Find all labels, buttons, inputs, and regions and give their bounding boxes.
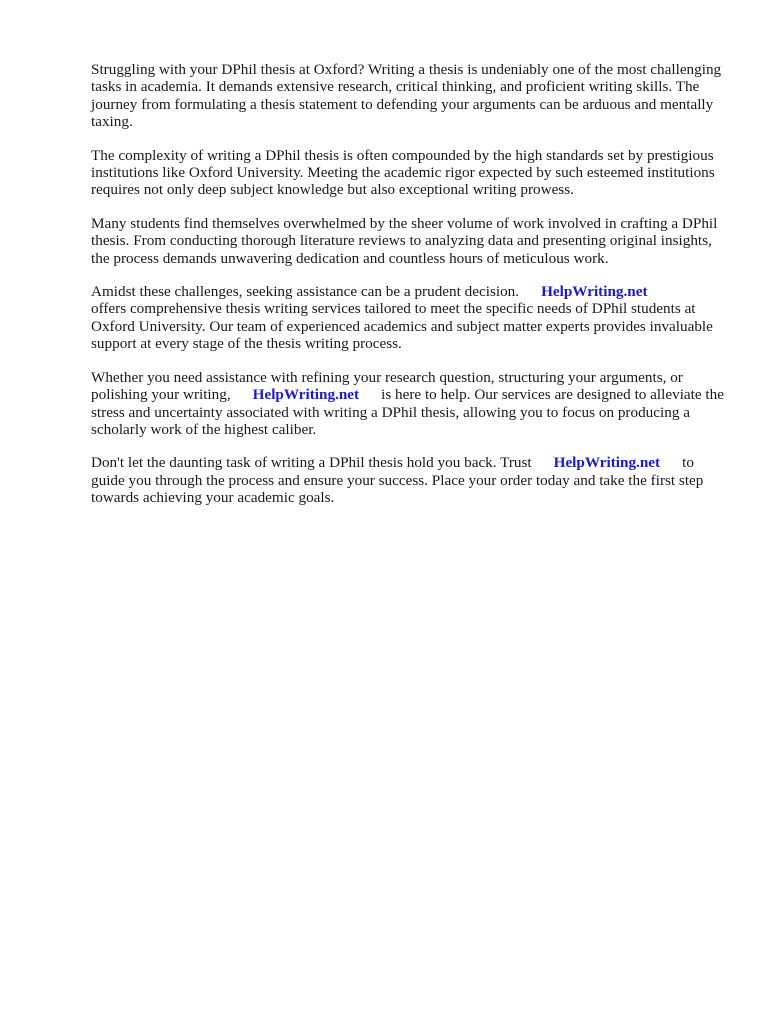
paragraph-services-text-after: is here to help. Our services are designed to alleviate the stress and uncertainty associated with writing a DPhil thesis, allowing you to focus on producing a scholarly work of the highest caliber. <box>91 386 724 438</box>
paragraph-call-to-action <box>91 454 731 506</box>
paragraph-assistance-text-before: Amidst these challenges, seeking assistance can be a prudent decision. <box>91 283 520 301</box>
paragraph-assistance <box>91 283 731 353</box>
paragraph-overwhelmed: Many students find themselves overwhelmed by the sheer volume of work involved in crafting a DPhil thesis. From conducting thorough literature reviews to analyzing data and presenting original insights, the process demands unwavering dedication and countless hours of meticulous work. <box>91 214 718 267</box>
paragraph-assistance-text-after: offers comprehensive thesis writing services tailored to meet the specific needs of DPhil students at Oxford University. Our team of experienced academics and subject matter experts provides invaluable support at every stage of the thesis writing process. <box>91 300 713 353</box>
paragraph-call-to-action-text-after: to guide you through the process and ensure your success. Place your order today and take the first step towards achieving your academic goals. <box>91 454 704 507</box>
paragraph-intro: Struggling with your DPhil thesis at Oxford? Writing a thesis is undeniably one of the most challenging tasks in academia. It demands extensive research, critical thinking, and proficient writing skills. The journey from formulating a thesis statement to defending your arguments can be arduous and mentally taxing. <box>91 61 722 131</box>
helpwriting-link-2[interactable]: HelpWriting.net <box>252 386 360 404</box>
paragraph-services <box>91 369 731 439</box>
paragraph-call-to-action-text-before: Don't let the daunting task of writing a DPhil thesis hold you back. Trust <box>91 454 532 472</box>
document-body <box>91 61 731 523</box>
paragraph-complexity: The complexity of writing a DPhil thesis is often compounded by the high standards set by prestigious institutions like Oxford University. Meeting the academic rigor expected by such esteemed institutions requires not only deep subject knowledge but also exceptional writing prowess. <box>91 146 715 199</box>
paragraph-services-text-before: Whether you need assistance with refining your research question, structuring your arguments, or polishing your writing, <box>91 368 683 404</box>
helpwriting-link-1[interactable]: HelpWriting.net <box>541 283 648 301</box>
helpwriting-link-3[interactable]: HelpWriting.net <box>553 454 661 472</box>
